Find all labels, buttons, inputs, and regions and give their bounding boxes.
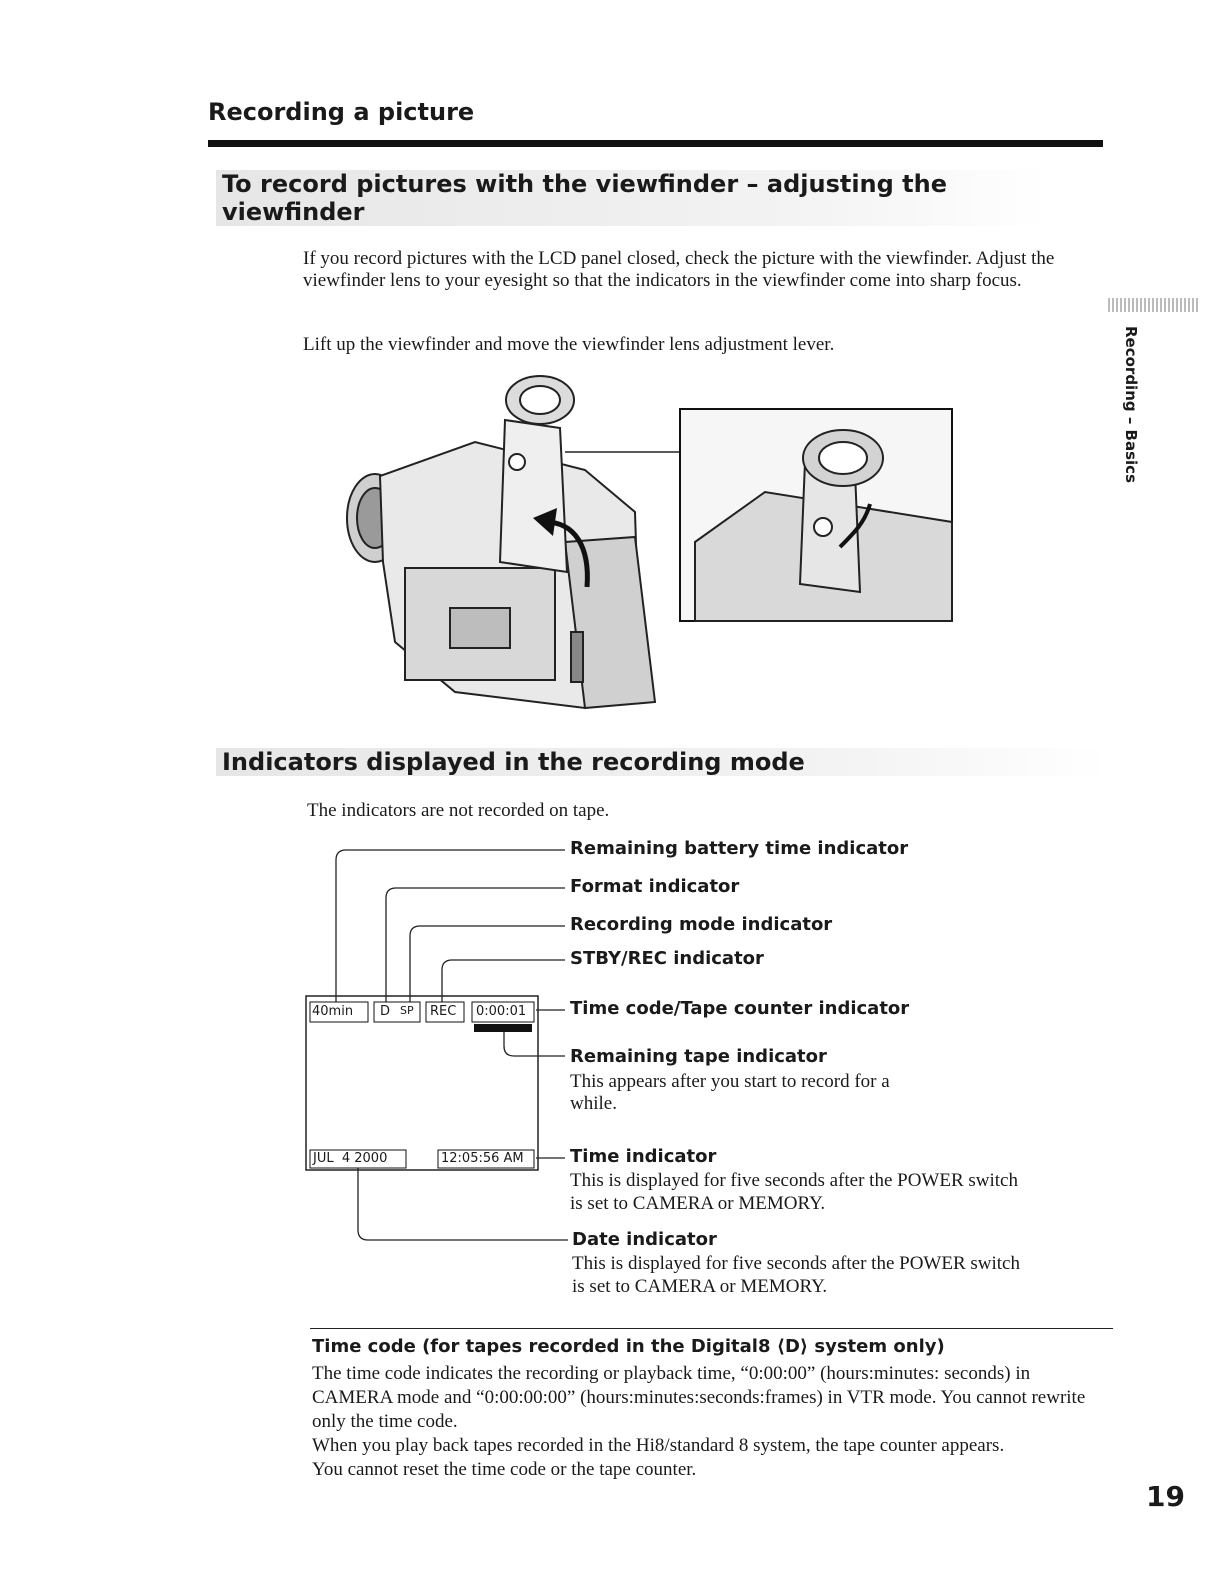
screen-rec-text: REC (430, 1004, 457, 1019)
label-time: Time indicator (570, 1146, 717, 1167)
viewfinder-heading: To record pictures with the viewfinder – adjusting the viewfinder (216, 170, 1048, 226)
side-tab-label: Recording – Basics (1122, 326, 1140, 484)
label-format: Format indicator (570, 876, 740, 897)
note-time-2: is set to CAMERA or MEMORY. (570, 1193, 826, 1214)
screen-date-text: JUL 4 2000 (313, 1151, 388, 1166)
note-time-1: This is displayed for five seconds after the POWER switch (570, 1170, 1018, 1191)
camcorder-body (347, 442, 655, 708)
label-date: Date indicator (572, 1229, 717, 1250)
note-tape: This appears after you start to record for a while. (570, 1071, 890, 1114)
title-rule (208, 140, 1103, 147)
section-title: Recording a picture (208, 98, 475, 126)
note-date-1: This is displayed for five seconds after the POWER switch (572, 1253, 1020, 1274)
indicators-intro: The indicators are not recorded on tape. (307, 800, 610, 821)
viewfinder-intro: If you record pictures with the LCD panel closed, check the picture with the viewfinder. Adjust the viewfinder lens to your eyesight so that the indicators in the viewfinder come into sharp focus. (303, 248, 1055, 291)
note-title: Time code (for tapes recorded in the Digital8 ⟨D⟩ system only) (312, 1336, 945, 1357)
viewfinder-instruction: Lift up the viewfinder and move the viewfinder lens adjustment lever. (303, 334, 835, 355)
note-line-2: When you play back tapes recorded in the Hi8/standard 8 system, the tape counter appears. (312, 1435, 1005, 1456)
screen-format-text: D (380, 1004, 391, 1019)
note-body (312, 1362, 1112, 1482)
label-tape: Remaining tape indicator (570, 1046, 827, 1067)
label-battery: Remaining battery time indicator (570, 838, 909, 859)
screen-time-text: 12:05:56 AM (441, 1151, 524, 1166)
indicator-diagram (300, 836, 1020, 1306)
note-rule (310, 1328, 1113, 1329)
screen-timecode-text: 0:00:01 (476, 1004, 527, 1019)
screen-battery-text: 40min (312, 1004, 354, 1019)
viewfinder (500, 376, 574, 572)
side-tab (1116, 326, 1144, 486)
indicators-heading: Indicators displayed in the recording mode (216, 748, 1108, 776)
note-line-3: You cannot reset the time code or the tape counter. (312, 1459, 697, 1480)
label-stby-rec: STBY/REC indicator (570, 948, 764, 969)
camcorder-illustration (335, 372, 958, 722)
screen-mode-text: SP (400, 1004, 414, 1017)
label-timecode: Time code/Tape counter indicator (570, 998, 910, 1019)
note-line-1: The time code indicates the recording or playback time, “0:00:00” (hours:minutes: seconds) in CAMERA mode and “0:00:00:00” (hours:minutes:seconds:frames) in VTR mode. You cannot rewrite only the time code. (312, 1363, 1086, 1432)
page-number: 19 (1146, 1480, 1185, 1513)
label-rec-mode: Recording mode indicator (570, 914, 833, 935)
note-date-2: is set to CAMERA or MEMORY. (572, 1276, 828, 1297)
side-tab-pattern (1108, 298, 1200, 312)
tape-bar (474, 1024, 532, 1032)
